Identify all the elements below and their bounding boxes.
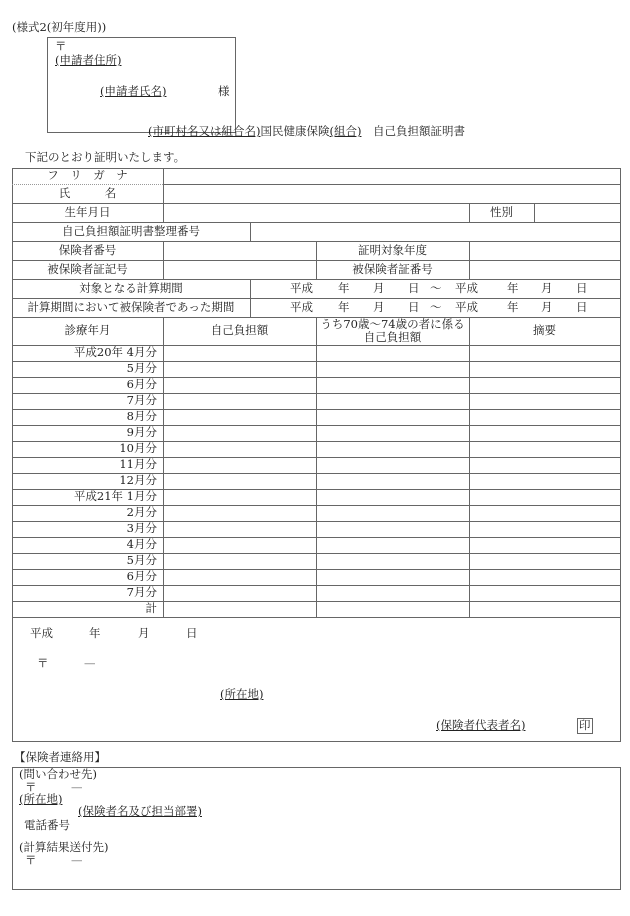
month-label: 平成20年 4月分 bbox=[73, 345, 157, 359]
period-year: 年 bbox=[507, 281, 519, 295]
furigana-label: フ リ ガ ナ bbox=[47, 168, 128, 182]
period-era: 平成 bbox=[455, 281, 478, 295]
header-remarks: 摘要 bbox=[533, 323, 556, 337]
send-to-dash: — bbox=[71, 853, 83, 867]
applicant-name-label: (申請者氏名) bbox=[100, 84, 167, 98]
form-id: (様式2(初年度用)) bbox=[12, 20, 107, 34]
period-day: 日 bbox=[576, 281, 588, 295]
cert-year-label: 証明対象年度 bbox=[358, 243, 427, 257]
month-label: 9月分 bbox=[126, 425, 157, 439]
row-divider bbox=[12, 203, 620, 204]
header-month: 診療年月 bbox=[64, 323, 111, 337]
month-label: 7月分 bbox=[126, 585, 157, 599]
sex-label: 性別 bbox=[490, 205, 513, 219]
period-day: 日 bbox=[576, 300, 588, 314]
ref-number-label: 自己負担額証明書整理番号 bbox=[62, 224, 200, 238]
contact-dash: — bbox=[71, 780, 83, 794]
period-era: 平成 bbox=[455, 300, 478, 314]
period-tilde: ～ bbox=[430, 281, 442, 295]
card-number-label: 被保険者証番号 bbox=[352, 262, 433, 276]
cert-postal: 〒 bbox=[37, 656, 49, 670]
month-label: 6月分 bbox=[126, 569, 157, 583]
month-label: 4月分 bbox=[126, 537, 157, 551]
cert-year: 年 bbox=[89, 626, 101, 640]
cert-day: 日 bbox=[186, 626, 198, 640]
calc-period-label: 対象となる計算期間 bbox=[79, 281, 183, 295]
cert-month: 月 bbox=[138, 626, 150, 640]
month-label: 3月分 bbox=[126, 521, 157, 535]
title-middle: 国民健康保険 bbox=[260, 124, 330, 138]
header-copay: 自己負担額 bbox=[210, 323, 269, 337]
period-month: 月 bbox=[373, 281, 385, 295]
month-label: 7月分 bbox=[126, 393, 157, 407]
contact-dept: (保険者名及び担当部署) bbox=[78, 804, 202, 818]
rep-name: (保険者代表者名) bbox=[436, 718, 526, 732]
month-label: 平成21年 1月分 bbox=[73, 489, 157, 503]
title-union: (組合) bbox=[329, 124, 362, 138]
insured-period-label: 計算期間において被保険者であった期間 bbox=[27, 300, 235, 314]
month-label: 2月分 bbox=[126, 505, 157, 519]
month-label: 5月分 bbox=[126, 553, 157, 567]
month-label: 11月分 bbox=[119, 457, 157, 471]
period-era: 平成 bbox=[290, 281, 313, 295]
row-divider bbox=[12, 279, 620, 280]
card-symbol-label: 被保険者証記号 bbox=[47, 262, 128, 276]
name-label: 氏 名 bbox=[58, 186, 117, 200]
insurer-number-label: 保険者番号 bbox=[58, 243, 117, 257]
honorific: 様 bbox=[218, 84, 230, 98]
period-day: 日 bbox=[408, 281, 420, 295]
row-divider bbox=[12, 617, 620, 618]
period-year: 年 bbox=[338, 281, 350, 295]
period-year: 年 bbox=[507, 300, 519, 314]
period-month: 月 bbox=[373, 300, 385, 314]
cert-dash: — bbox=[84, 656, 96, 670]
period-tilde: ～ bbox=[430, 300, 442, 314]
inquiry-label: (問い合わせ先) bbox=[19, 767, 97, 781]
month-label: 6月分 bbox=[126, 377, 157, 391]
period-year: 年 bbox=[338, 300, 350, 314]
send-to-label: (計算結果送付先) bbox=[19, 840, 109, 854]
contact-postal: 〒 bbox=[25, 780, 37, 794]
period-era: 平成 bbox=[290, 300, 313, 314]
intro-text: 下記のとおり証明いたします。 bbox=[25, 150, 186, 164]
month-label: 10月分 bbox=[119, 441, 157, 455]
total-label: 計 bbox=[145, 601, 157, 615]
seal-mark: 印 bbox=[579, 718, 591, 732]
period-month: 月 bbox=[541, 281, 553, 295]
month-label: 12月分 bbox=[119, 473, 157, 487]
send-to-postal: 〒 bbox=[25, 853, 37, 867]
month-label: 5月分 bbox=[126, 361, 157, 375]
applicant-address-label: (申請者住所) bbox=[55, 53, 122, 67]
month-label: 8月分 bbox=[126, 409, 157, 423]
document-title bbox=[148, 126, 465, 138]
header-70-74-line1: うち70歳～74歳の者に係る bbox=[320, 317, 465, 331]
header-70-74-line2: 自己負担額 bbox=[363, 330, 422, 344]
period-month: 月 bbox=[541, 300, 553, 314]
contact-location: (所在地) bbox=[19, 792, 63, 806]
contact-heading: 【保険者連絡用】 bbox=[14, 750, 106, 764]
cert-location: (所在地) bbox=[220, 687, 264, 701]
postal-mark: 〒 bbox=[55, 39, 67, 53]
phone-label: 電話番号 bbox=[24, 818, 70, 832]
insurer-placeholder: (市町村名又は組合名) bbox=[148, 124, 261, 138]
cert-era: 平成 bbox=[30, 626, 53, 640]
contact-box bbox=[12, 767, 621, 890]
row-divider bbox=[12, 222, 620, 223]
period-day: 日 bbox=[408, 300, 420, 314]
birthdate-label: 生年月日 bbox=[64, 205, 111, 219]
row-divider bbox=[12, 298, 620, 299]
title-doc-name: 自己負担額証明書 bbox=[372, 124, 465, 138]
